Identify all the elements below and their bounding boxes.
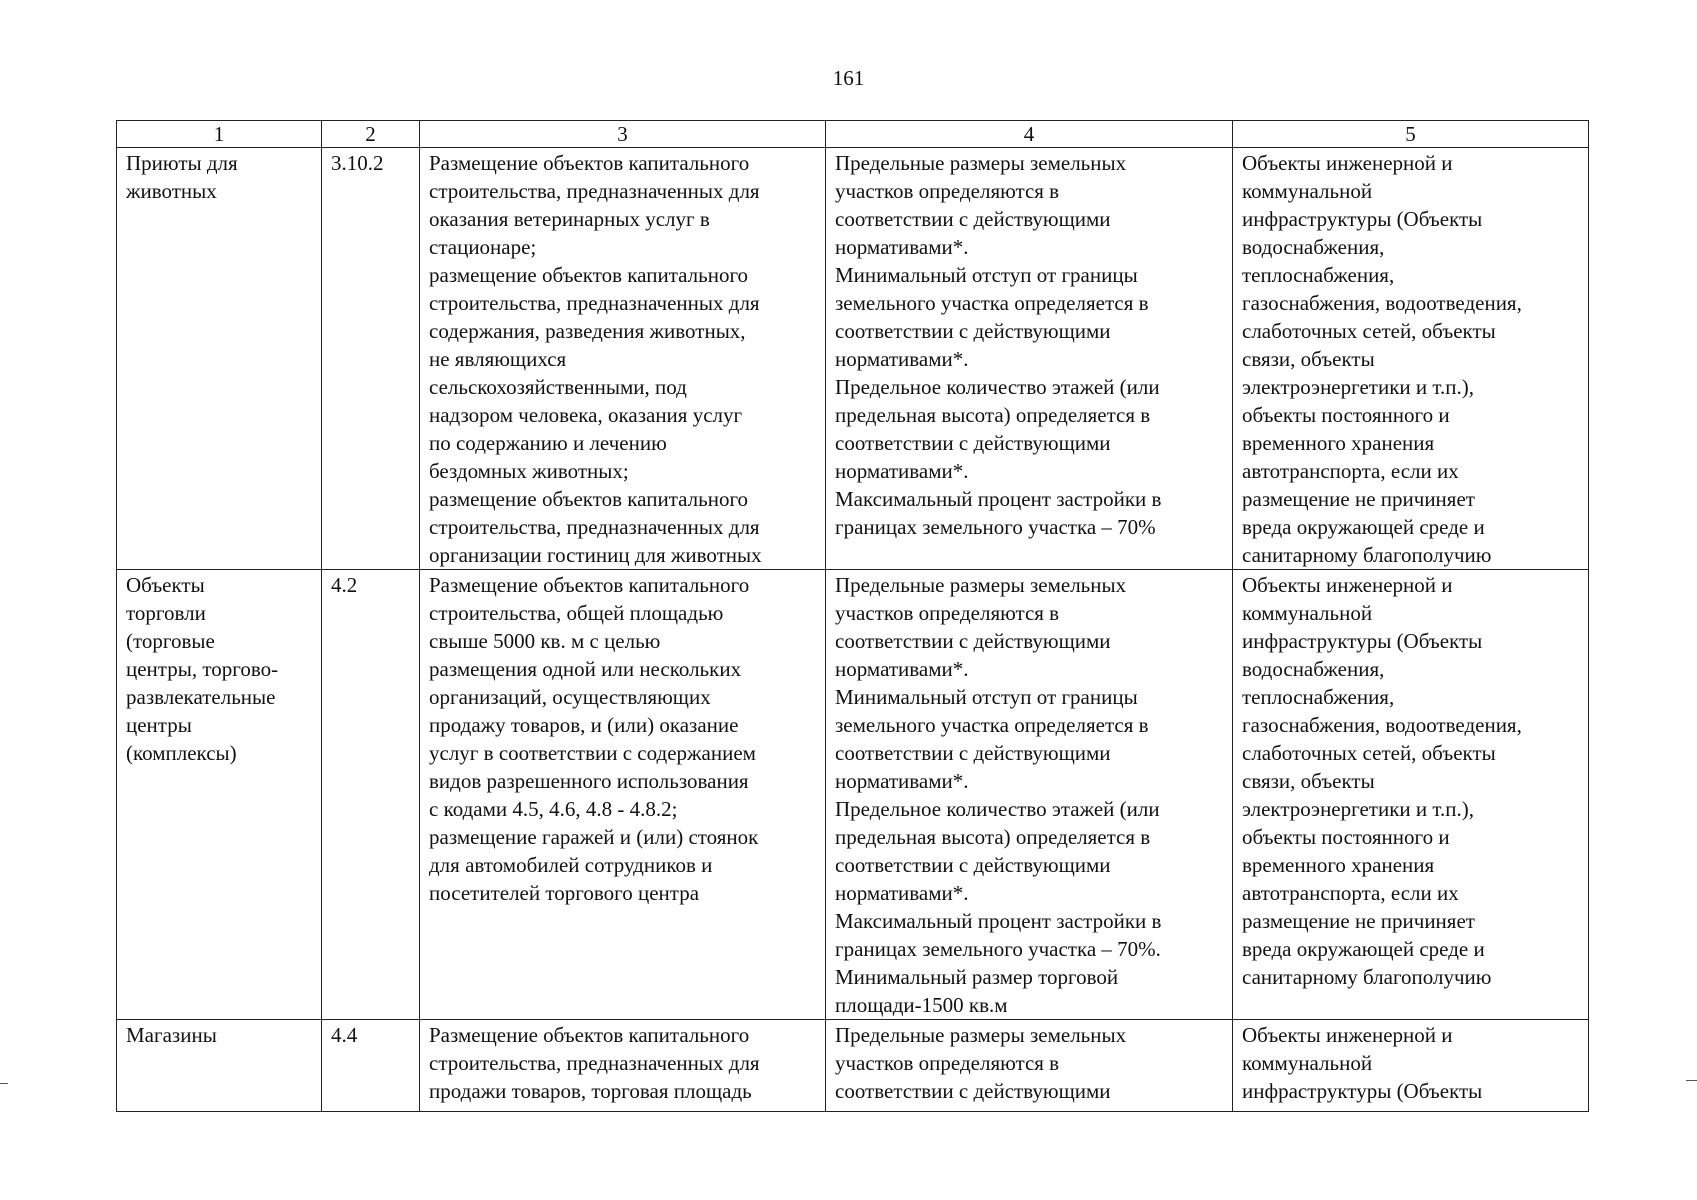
- column-header-2: 2: [322, 121, 420, 148]
- building-parameters: Предельные размеры земельных участков определяются в соответствии с действующими: [826, 1020, 1233, 1112]
- building-parameters: Предельные размеры земельных участков определяются в соответствии с действующими нормативами*. Минимальный отступ от границы земельного участка определяется в соответствии с действующими нормативами*. Предельное количество этажей (или предельная высота) определяется в соответствии с действующими нормативами*. Максимальный процент застройки в границах земельного участка – 70%: [826, 148, 1233, 570]
- building-parameters: Предельные размеры земельных участков определяются в соответствии с действующими нормативами*. Минимальный отступ от границы земельного участка определяется в соответствии с действующими нормативами*. Предельное количество этажей (или предельная высота) определяется в соответствии с действующими нормативами*. Максимальный процент застройки в границах земельного участка – 70%. Минимальный размер торговой площади-1500 кв.м: [826, 570, 1233, 1020]
- use-type-name: Магазины: [117, 1020, 322, 1112]
- use-type-code: 4.2: [322, 570, 420, 1020]
- auxiliary-uses: Объекты инженерной и коммунальной инфраструктуры (Объекты: [1233, 1020, 1589, 1112]
- use-type-description: Размещение объектов капитального строительства, предназначенных для продажи товаров, торговая площадь: [420, 1020, 826, 1112]
- use-type-name: Объекты торговли (торговые центры, торгово- развлекательные центры (комплексы): [117, 570, 322, 1020]
- header-row: [117, 121, 1589, 148]
- table-row: [117, 1020, 1589, 1112]
- column-header-3: 3: [420, 121, 826, 148]
- use-type-code: 4.4: [322, 1020, 420, 1112]
- table-row: [117, 570, 1589, 1020]
- land-use-table: [116, 120, 1589, 1112]
- scan-mark-left: [0, 1083, 8, 1084]
- auxiliary-uses: Объекты инженерной и коммунальной инфраструктуры (Объекты водоснабжения, теплоснабжения, газоснабжения, водоотведения, слаботочных сетей, объекты связи, объекты электроэнергетики и т.п.), объекты постоянного и временного хранения автотранспорта, если их размещение не причиняет вреда окружающей среде и санитарному благополучию: [1233, 570, 1589, 1020]
- scan-mark-right: [1686, 1080, 1697, 1081]
- column-header-4: 4: [826, 121, 1233, 148]
- use-type-description: Размещение объектов капитального строительства, предназначенных для оказания ветеринарных услуг в стационаре; размещение объектов капитального строительства, предназначенных для содержания, разведения животных, не являющихся сельскохозяйственными, под надзором человека, оказания услуг по содержанию и лечению бездомных животных; размещение объектов капитального строительства, предназначенных для организации гостиниц для животных: [420, 148, 826, 570]
- table-row: [117, 148, 1589, 570]
- page-number: 161: [832, 66, 865, 90]
- use-type-name: Приюты для животных: [117, 148, 322, 570]
- use-type-code: 3.10.2: [322, 148, 420, 570]
- auxiliary-uses: Объекты инженерной и коммунальной инфраструктуры (Объекты водоснабжения, теплоснабжения, газоснабжения, водоотведения, слаботочных сетей, объекты связи, объекты электроэнергетики и т.п.), объекты постоянного и временного хранения автотранспорта, если их размещение не причиняет вреда окружающей среде и санитарному благополучию: [1233, 148, 1589, 570]
- column-header-1: 1: [117, 121, 322, 148]
- use-type-description: Размещение объектов капитального строительства, общей площадью свыше 5000 кв. м с целью размещения одной или нескольких организаций, осуществляющих продажу товаров, и (или) оказание услуг в соответствии с содержанием видов разрешенного использования с кодами 4.5, 4.6, 4.8 - 4.8.2; размещение гаражей и (или) стоянок для автомобилей сотрудников и посетителей торгового центра: [420, 570, 826, 1020]
- column-header-5: 5: [1233, 121, 1589, 148]
